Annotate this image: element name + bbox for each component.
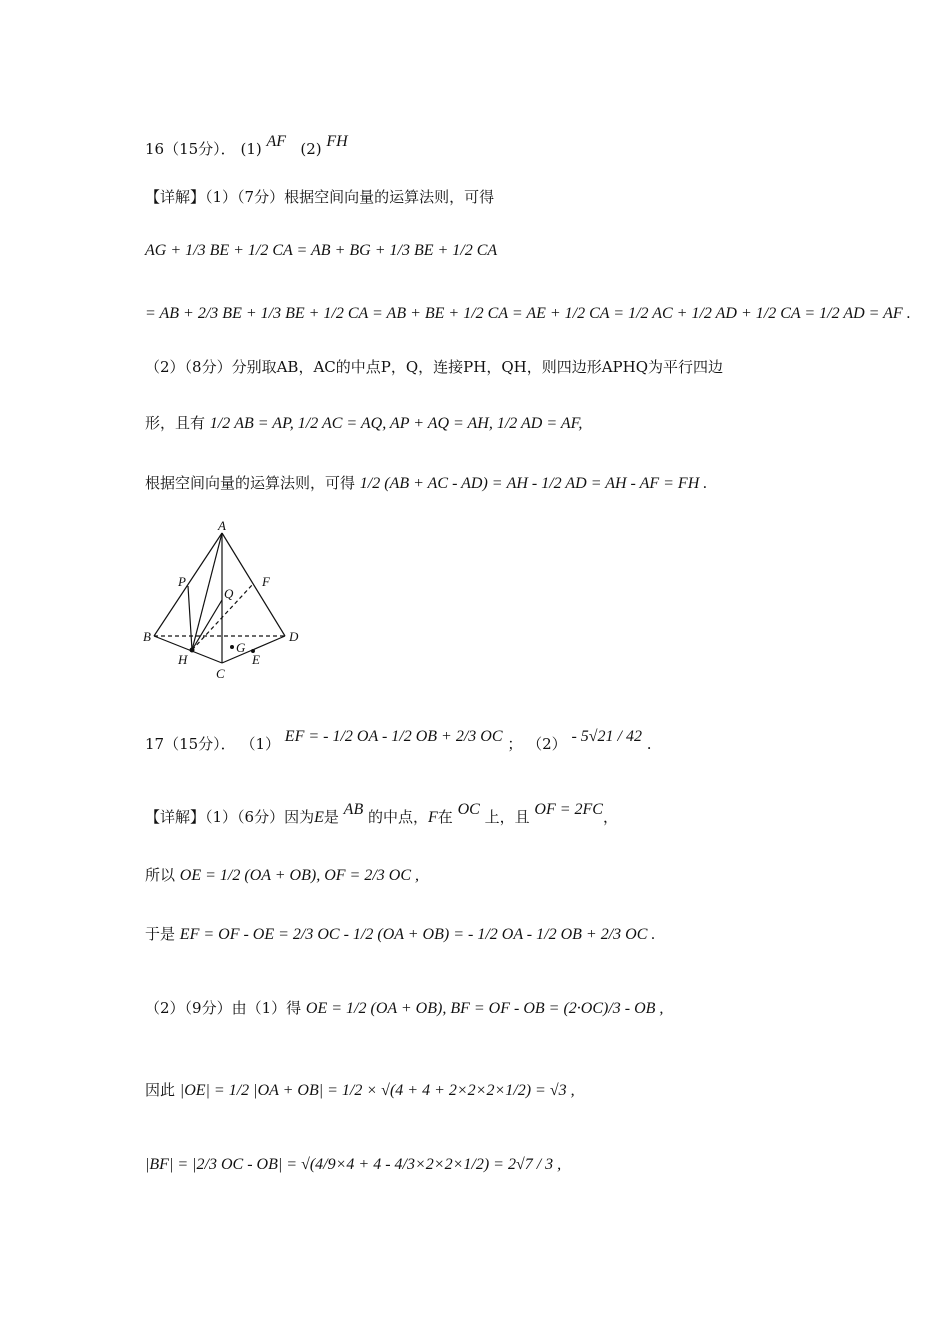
label-E: E bbox=[252, 652, 260, 667]
q17-answer2-label: （2） bbox=[527, 735, 567, 753]
q17-answer2: - 5√21 / 42 bbox=[571, 728, 642, 745]
label-A: A bbox=[218, 518, 226, 533]
q17-detail-F: F bbox=[428, 809, 438, 826]
q16-answer-line bbox=[145, 133, 348, 158]
q17-detail-text-e: 上，且 bbox=[484, 808, 530, 826]
q16-part2c-math: 1/2 (AB + AC - AD) = AH - 1/2 AD = AH - AF = FH . bbox=[359, 475, 708, 492]
q17-then-prefix: 于是 bbox=[145, 925, 176, 943]
q17-hence-math: |OE| = 1/2 |OA + OB| = 1/2 × √(4 + 4 + 2×2×2×1/2) = √3 , bbox=[179, 1082, 575, 1099]
label-P: P bbox=[178, 574, 186, 589]
q16-part2-line2 bbox=[145, 416, 582, 432]
q16-part2c-prefix: 根据空间向量的运算法则，可得 bbox=[145, 474, 356, 492]
q17-bf-line: |BF| = |2/3 OC - OB| = √(4/9×4 + 4 - 4/3×2×2×1/2) = 2√7 / 3 , bbox=[145, 1156, 562, 1173]
q17-part2-line bbox=[145, 1001, 663, 1017]
q17-so-math: OE = 1/2 (OA + OB), OF = 2/3 OC , bbox=[179, 867, 419, 884]
segment-HA bbox=[192, 533, 222, 650]
q17-part2-math: OE = 1/2 (OA + OB), BF = OF - OB = (2·OC)/3 - OB , bbox=[305, 1000, 664, 1017]
segment-HQ bbox=[192, 600, 222, 650]
point-G bbox=[230, 645, 234, 649]
q16-answer2-label: (2) bbox=[300, 140, 322, 158]
q17-detail-text-c: 的中点， bbox=[368, 808, 429, 826]
q17-separator: ； bbox=[507, 735, 523, 753]
q17-header: 17（15分）． bbox=[145, 735, 236, 753]
q16-equation-2: = AB + 2/3 BE + 1/3 BE + 1/2 CA = AB + BE + 1/2 CA = AE + 1/2 CA = 1/2 AC + 1/2 AD + 1/2 CA = 1/2 AD = AF . bbox=[145, 305, 911, 322]
label-B: B bbox=[143, 629, 151, 644]
q17-detail-OC: OC bbox=[457, 801, 480, 818]
edge-AB bbox=[154, 533, 222, 636]
q16-part2-prefix: 形，且有 bbox=[145, 414, 206, 432]
q17-hence-prefix: 因此 bbox=[145, 1081, 176, 1099]
q17-then-math: EF = OF - OE = 2/3 OC - 1/2 (OA + OB) = - 1/2 OA - 1/2 OB + 2/3 OC . bbox=[179, 926, 656, 943]
label-F: F bbox=[262, 574, 270, 589]
q17-then-line bbox=[145, 927, 655, 943]
q17-hence-line bbox=[145, 1083, 575, 1099]
q17-answer2-end: . bbox=[646, 735, 652, 753]
q17-answer1-label: （1） bbox=[240, 735, 281, 753]
q17-detail-text-a: 【详解】（1）（6分）因为 bbox=[145, 808, 315, 826]
label-Q: Q bbox=[224, 586, 234, 601]
q16-part2-text: （2）（8分）分别取AB，AC的中点P，Q，连接PH，QH，则四边形APHQ为平行四边 bbox=[145, 358, 724, 376]
q17-detail-E: E bbox=[314, 809, 324, 826]
q17-so-line bbox=[145, 868, 419, 884]
q17-detail-text-d: 在 bbox=[437, 808, 453, 826]
q16-detail-heading: 【详解】（1）（7分）根据空间向量的运算法则，可得 bbox=[145, 188, 495, 206]
q17-detail-end: ， bbox=[602, 808, 618, 826]
label-G: G bbox=[236, 640, 246, 655]
q16-part2-math: 1/2 AB = AP, 1/2 AC = AQ, AP + AQ = AH, 1/2 AD = AF, bbox=[209, 415, 583, 432]
edge-AD bbox=[222, 533, 285, 636]
q16-answer1-label: (1) bbox=[240, 140, 262, 158]
segment-HP bbox=[188, 586, 192, 650]
point-H bbox=[190, 648, 195, 653]
label-D: D bbox=[289, 629, 299, 644]
q17-detail-AB: AB bbox=[343, 801, 364, 818]
label-C: C bbox=[216, 666, 225, 681]
label-H: H bbox=[178, 652, 188, 667]
q17-answer-line bbox=[145, 728, 652, 753]
q17-detail-line bbox=[145, 801, 618, 826]
tetrahedron-figure bbox=[140, 518, 320, 688]
q16-header: 16（15分）． bbox=[145, 140, 236, 158]
q16-answer2: FH bbox=[326, 133, 348, 150]
q16-equation-1: AG + 1/3 BE + 1/2 CA = AB + BG + 1/3 BE + 1/2 CA bbox=[145, 242, 498, 259]
q17-detail-text-b: 是 bbox=[323, 808, 339, 826]
q17-part2-prefix: （2）（9分）由（1）得 bbox=[145, 999, 302, 1017]
q17-answer1: EF = - 1/2 OA - 1/2 OB + 2/3 OC bbox=[284, 728, 503, 745]
edge-BC bbox=[154, 636, 222, 663]
q17-so-prefix: 所以 bbox=[145, 866, 176, 884]
q17-detail-eq: OF = 2FC bbox=[534, 801, 603, 818]
q16-answer1: AF bbox=[266, 133, 287, 150]
q16-part2-line3 bbox=[145, 476, 707, 492]
